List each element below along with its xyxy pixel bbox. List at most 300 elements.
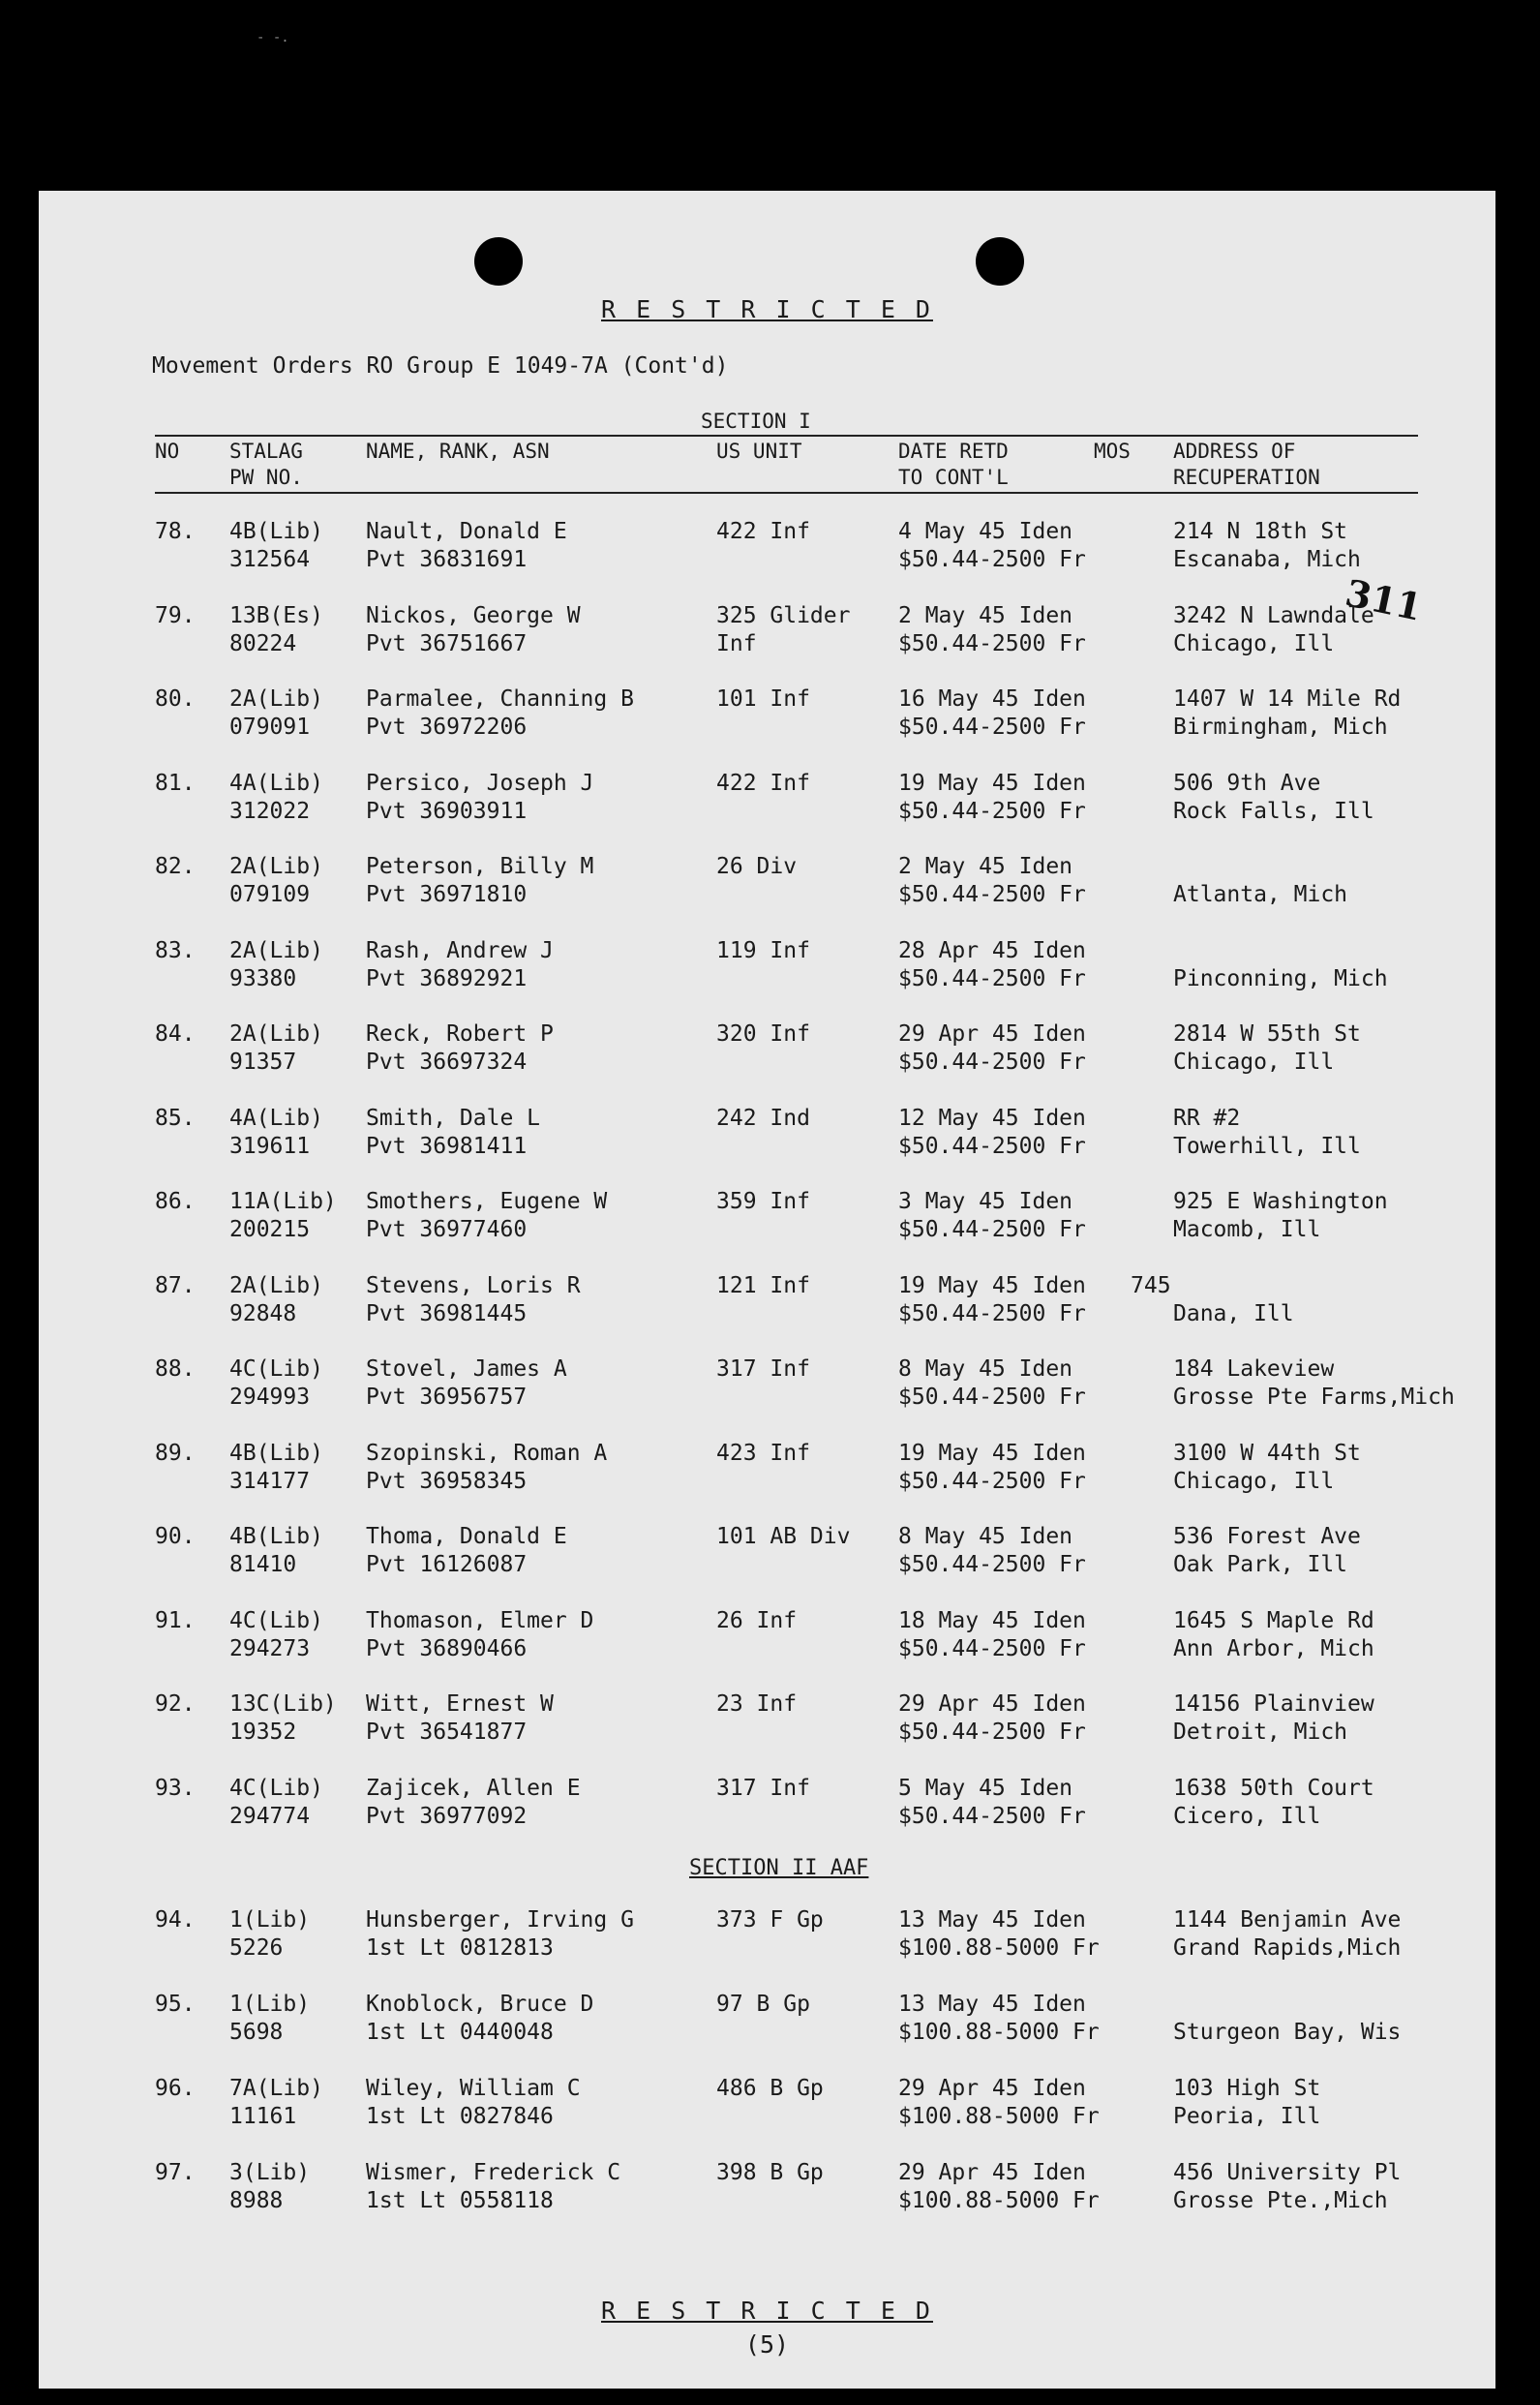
address-cell-line: Chicago, Ill xyxy=(1173,630,1335,656)
stalag-cell-line: 8988 xyxy=(229,2188,284,2213)
date-cell-line: 19 May 45 Iden xyxy=(898,770,1086,796)
header-rule-bottom xyxy=(155,492,1418,494)
address-cell-line: Grosse Pte.,Mich xyxy=(1173,2188,1388,2213)
stalag-cell-line: 13B(Es) xyxy=(229,602,323,628)
name-cell-line: Peterson, Billy M xyxy=(366,854,594,879)
unit-cell-line xyxy=(716,1551,850,1579)
name-cell-line: Wismer, Frederick C xyxy=(366,2160,621,2185)
unit-cell xyxy=(716,853,797,909)
unit-cell xyxy=(716,1355,810,1412)
unit-cell xyxy=(716,1440,810,1496)
address-cell-line: 1638 50th Court xyxy=(1173,1775,1374,1801)
unit-cell xyxy=(716,1105,810,1161)
unit-cell-line xyxy=(716,1133,810,1161)
row-number: 87. xyxy=(155,1272,196,1298)
unit-cell-line: 398 B Gp xyxy=(716,2160,824,2185)
address-cell-line: Pinconning, Mich xyxy=(1173,965,1388,991)
stalag-cell-line: 1(Lib) xyxy=(229,1992,311,2017)
row-number: 78. xyxy=(155,519,196,544)
table-row xyxy=(39,685,1495,742)
unit-cell-line: 317 Inf xyxy=(716,1775,810,1801)
unit-cell-line xyxy=(716,881,797,909)
row-number: 83. xyxy=(155,937,196,963)
unit-cell-line: 26 Inf xyxy=(716,1607,798,1633)
unit-cell-line: 97 B Gp xyxy=(716,1992,810,2017)
date-cell xyxy=(898,1906,1100,1963)
stalag-cell-line: 2A(Lib) xyxy=(229,854,323,879)
name-cell xyxy=(366,1105,540,1161)
table-row xyxy=(39,518,1495,574)
name-cell-line: Rash, Andrew J xyxy=(366,937,554,963)
unit-cell-line: 320 Inf xyxy=(716,1021,810,1047)
stalag-cell-line: 4B(Lib) xyxy=(229,1524,323,1549)
col-stalag: STALAG PW NO. xyxy=(229,440,303,489)
name-cell-line: Pvt 36541877 xyxy=(366,1720,528,1745)
unit-cell-line: Inf xyxy=(716,630,757,656)
date-cell-line: 29 Apr 45 Iden xyxy=(898,2160,1086,2185)
name-cell-line: Parmalee, Channing B xyxy=(366,686,634,712)
section-1-title: SECTION I xyxy=(701,410,811,433)
address-cell xyxy=(1173,602,1374,658)
address-cell xyxy=(1173,1020,1361,1077)
stalag-cell-line: 13C(Lib) xyxy=(229,1691,337,1717)
row-number: 84. xyxy=(155,1021,196,1047)
name-cell-line: Pvt 36903911 xyxy=(366,798,528,824)
table-row xyxy=(39,1272,1495,1328)
date-cell-line: 8 May 45 Iden xyxy=(898,1524,1073,1549)
name-cell-line: 1st Lt 0440048 xyxy=(366,2020,554,2045)
table-row xyxy=(39,1188,1495,1244)
name-cell-line: Pvt 36977092 xyxy=(366,1803,528,1829)
name-cell xyxy=(366,1906,634,1963)
date-cell-line: $50.44-2500 Fr xyxy=(898,1803,1086,1829)
table-row xyxy=(39,1440,1495,1496)
name-cell-line: Pvt 36697324 xyxy=(366,1050,528,1075)
name-cell-line: Smith, Dale L xyxy=(366,1105,541,1131)
unit-cell-line xyxy=(716,714,810,742)
date-cell-line: $50.44-2500 Fr xyxy=(898,1468,1086,1494)
stalag-cell-line: 4A(Lib) xyxy=(229,1105,323,1131)
unit-cell xyxy=(716,1607,797,1663)
date-cell-line: $100.88-5000 Fr xyxy=(898,2104,1100,2129)
address-cell-line: 14156 Plainview xyxy=(1173,1691,1374,1717)
stalag-cell xyxy=(229,685,323,742)
unit-cell xyxy=(716,1906,824,1963)
address-cell xyxy=(1173,853,1347,909)
page-number: (5) xyxy=(744,2330,790,2359)
table-row xyxy=(39,602,1495,658)
address-cell xyxy=(1173,1355,1455,1412)
stalag-cell xyxy=(229,1188,337,1244)
address-cell xyxy=(1173,1105,1361,1161)
name-cell xyxy=(366,937,554,993)
unit-cell xyxy=(716,937,810,993)
stalag-cell-line: 2A(Lib) xyxy=(229,1021,323,1047)
row-number: 88. xyxy=(155,1356,196,1382)
stalag-cell-line: 5698 xyxy=(229,2020,284,2045)
page-stamp-number: 311 xyxy=(1342,570,1427,629)
unit-cell-line xyxy=(716,965,810,993)
date-cell xyxy=(898,1020,1086,1077)
name-cell xyxy=(366,1991,593,2047)
date-cell-line: $50.44-2500 Fr xyxy=(898,1050,1086,1075)
name-cell xyxy=(366,853,593,909)
table-row xyxy=(39,770,1495,826)
stalag-cell-line: 319611 xyxy=(229,1133,311,1159)
stalag-cell-line: 91357 xyxy=(229,1050,297,1075)
name-cell xyxy=(366,770,593,826)
date-cell-line: $50.44-2500 Fr xyxy=(898,1635,1086,1661)
address-cell-line: Chicago, Ill xyxy=(1173,1050,1335,1075)
unit-cell xyxy=(716,2075,824,2131)
date-cell-line: 19 May 45 Iden xyxy=(898,1440,1086,1466)
classification-footer: R E S T R I C T E D xyxy=(601,2297,933,2325)
stalag-cell-line: 3(Lib) xyxy=(229,2160,311,2185)
date-cell-line: $50.44-2500 Fr xyxy=(898,965,1086,991)
name-cell-line: Smothers, Eugene W xyxy=(366,1189,608,1214)
address-cell-line: 2814 W 55th St xyxy=(1173,1021,1361,1047)
date-cell xyxy=(898,518,1086,574)
name-cell-line: Pvt 36972206 xyxy=(366,715,528,740)
date-cell-line: $50.44-2500 Fr xyxy=(898,547,1086,572)
unit-cell-line: 423 Inf xyxy=(716,1440,810,1466)
name-cell-line: 1st Lt 0827846 xyxy=(366,2104,554,2129)
table-row xyxy=(39,1523,1495,1579)
name-cell-line: Pvt 36981411 xyxy=(366,1133,528,1159)
name-cell-line: Pvt 36971810 xyxy=(366,882,528,907)
unit-cell xyxy=(716,2159,824,2215)
name-cell xyxy=(366,1272,581,1328)
unit-cell-line: 325 Glider xyxy=(716,602,851,628)
row-number: 96. xyxy=(155,2076,196,2101)
address-cell-line: 214 N 18th St xyxy=(1173,519,1348,544)
date-cell xyxy=(898,2075,1100,2131)
unit-cell-line xyxy=(716,2103,824,2131)
date-cell-line: 18 May 45 Iden xyxy=(898,1607,1086,1633)
date-cell-line: 16 May 45 Iden xyxy=(898,686,1086,712)
row-number: 90. xyxy=(155,1524,196,1549)
address-cell-line: 1407 W 14 Mile Rd xyxy=(1173,686,1402,712)
stalag-cell xyxy=(229,1440,323,1496)
name-cell-line: Pvt 36751667 xyxy=(366,630,528,656)
address-cell-line: Atlanta, Mich xyxy=(1173,882,1348,907)
address-cell-line: Sturgeon Bay, Wis xyxy=(1173,2020,1402,2045)
stalag-cell-line: 11161 xyxy=(229,2104,297,2129)
unit-cell-line: 359 Inf xyxy=(716,1189,810,1214)
name-cell xyxy=(366,685,634,742)
date-cell-line: 8 May 45 Iden xyxy=(898,1356,1073,1382)
unit-cell xyxy=(716,1020,810,1077)
address-cell xyxy=(1173,1690,1374,1747)
date-cell-line: 29 Apr 45 Iden xyxy=(898,2076,1086,2101)
stalag-cell xyxy=(229,1272,323,1328)
unit-cell-line xyxy=(716,1300,810,1328)
stalag-cell xyxy=(229,1607,323,1663)
address-cell-line: Oak Park, Ill xyxy=(1173,1552,1348,1577)
row-number: 80. xyxy=(155,686,196,712)
stalag-cell-line: 079109 xyxy=(229,882,311,907)
stalag-cell xyxy=(229,1906,310,1963)
stalag-cell-line: 11A(Lib) xyxy=(229,1189,337,1214)
stalag-cell xyxy=(229,770,323,826)
row-number: 81. xyxy=(155,770,196,796)
name-cell-line: Pvt 36956757 xyxy=(366,1385,528,1410)
stalag-cell xyxy=(229,1020,323,1077)
col-date: DATE RETD TO CONT'L xyxy=(898,440,1009,489)
address-cell-line: 506 9th Ave xyxy=(1173,770,1321,796)
stalag-cell-line: 079091 xyxy=(229,715,311,740)
stalag-cell-line: 4C(Lib) xyxy=(229,1356,323,1382)
name-cell xyxy=(366,1523,567,1579)
stalag-cell-line: 314177 xyxy=(229,1468,311,1494)
unit-cell-line xyxy=(716,1635,797,1663)
stalag-cell-line: 4B(Lib) xyxy=(229,519,323,544)
stalag-cell xyxy=(229,1523,323,1579)
address-cell xyxy=(1173,937,1388,993)
date-cell-line: 2 May 45 Iden xyxy=(898,602,1073,628)
date-cell-line: $100.88-5000 Fr xyxy=(898,1935,1100,1961)
address-cell-line xyxy=(1173,1272,1294,1300)
classification-header: R E S T R I C T E D xyxy=(601,295,933,323)
name-cell-line: Nickos, George W xyxy=(366,602,581,628)
date-cell-line: $50.44-2500 Fr xyxy=(898,882,1086,907)
stalag-cell xyxy=(229,853,323,909)
date-cell-line: $50.44-2500 Fr xyxy=(898,1300,1086,1326)
punch-hole xyxy=(976,237,1024,286)
stalag-cell xyxy=(229,2159,310,2215)
row-number: 89. xyxy=(155,1440,196,1466)
row-number: 91. xyxy=(155,1607,196,1633)
name-cell xyxy=(366,1355,567,1412)
name-cell-line: Pvt 36890466 xyxy=(366,1635,528,1661)
date-cell-line: 13 May 45 Iden xyxy=(898,1907,1086,1933)
col-mos: MOS xyxy=(1094,440,1131,463)
date-cell xyxy=(898,1105,1086,1161)
date-cell xyxy=(898,853,1086,909)
unit-cell xyxy=(716,1991,810,2047)
address-cell-line: 184 Lakeview xyxy=(1173,1356,1335,1382)
date-cell xyxy=(898,685,1086,742)
name-cell-line: Szopinski, Roman A xyxy=(366,1440,608,1466)
order-reference: Movement Orders RO Group E 1049-7A (Cont'd) xyxy=(152,353,729,379)
row-number: 92. xyxy=(155,1691,196,1717)
unit-cell-line xyxy=(716,2187,824,2215)
unit-cell-line xyxy=(716,1216,810,1244)
address-cell-line: 536 Forest Ave xyxy=(1173,1524,1361,1549)
address-cell-line: Cicero, Ill xyxy=(1173,1803,1321,1829)
address-cell-line: Macomb, Ill xyxy=(1173,1217,1321,1242)
address-cell-line: RR #2 xyxy=(1173,1105,1241,1131)
address-cell-line xyxy=(1173,937,1388,965)
stalag-cell-line: 7A(Lib) xyxy=(229,2076,323,2101)
name-cell-line: Thoma, Donald E xyxy=(366,1524,567,1549)
stalag-cell-line: 80224 xyxy=(229,630,297,656)
row-number: 93. xyxy=(155,1775,196,1801)
name-cell-line: Reck, Robert P xyxy=(366,1021,554,1047)
date-cell-line: $50.44-2500 Fr xyxy=(898,715,1086,740)
date-cell xyxy=(898,2159,1100,2215)
unit-cell-line xyxy=(716,1384,810,1412)
stalag-cell-line: 2A(Lib) xyxy=(229,1272,323,1298)
date-cell xyxy=(898,1355,1086,1412)
address-cell xyxy=(1173,1188,1388,1244)
date-cell-line: 13 May 45 Iden xyxy=(898,1992,1086,2017)
address-cell-line: Detroit, Mich xyxy=(1173,1720,1348,1745)
row-number: 85. xyxy=(155,1105,196,1131)
address-cell-line: 456 University Pl xyxy=(1173,2160,1402,2185)
unit-cell-line: 317 Inf xyxy=(716,1356,810,1382)
col-address: ADDRESS OF RECUPERATION xyxy=(1173,440,1320,489)
unit-cell xyxy=(716,518,810,574)
date-cell-line: 28 Apr 45 Iden xyxy=(898,937,1086,963)
date-cell-line: $50.44-2500 Fr xyxy=(898,1133,1086,1159)
address-cell-line: Rock Falls, Ill xyxy=(1173,798,1374,824)
name-cell xyxy=(366,1020,554,1077)
name-cell-line: 1st Lt 0812813 xyxy=(366,1935,554,1961)
unit-cell-line xyxy=(716,1049,810,1077)
address-cell-line: 1645 S Maple Rd xyxy=(1173,1607,1374,1633)
name-cell-line: Pvt 36958345 xyxy=(366,1468,528,1494)
date-cell-line: $50.44-2500 Fr xyxy=(898,1385,1086,1410)
address-cell-line: 925 E Washington xyxy=(1173,1189,1388,1214)
stalag-cell-line: 4B(Lib) xyxy=(229,1440,323,1466)
address-cell xyxy=(1173,2159,1401,2215)
stalag-cell xyxy=(229,518,323,574)
address-cell-line: 3100 W 44th St xyxy=(1173,1440,1361,1466)
row-number: 79. xyxy=(155,602,196,628)
row-number: 82. xyxy=(155,854,196,879)
stalag-cell-line: 4C(Lib) xyxy=(229,1607,323,1633)
date-cell-line: 2 May 45 Iden xyxy=(898,854,1073,879)
address-cell-line: Towerhill, Ill xyxy=(1173,1133,1361,1159)
unit-cell-line xyxy=(716,2019,810,2047)
date-cell-line: $100.88-5000 Fr xyxy=(898,2020,1100,2045)
unit-cell-line: 23 Inf xyxy=(716,1691,798,1717)
stalag-cell-line: 312022 xyxy=(229,798,311,824)
stalag-cell-line: 93380 xyxy=(229,965,297,991)
address-cell xyxy=(1173,1440,1361,1496)
name-cell-line: Knoblock, Bruce D xyxy=(366,1992,594,2017)
stalag-cell-line: 5226 xyxy=(229,1935,284,1961)
stalag-cell-line: 294774 xyxy=(229,1803,311,1829)
row-number: 97. xyxy=(155,2160,196,2185)
table-row xyxy=(39,1690,1495,1747)
table-row xyxy=(39,853,1495,909)
name-cell-line: Pvt 36892921 xyxy=(366,965,528,991)
name-cell xyxy=(366,2075,581,2131)
name-cell xyxy=(366,1690,554,1747)
name-cell-line: Thomason, Elmer D xyxy=(366,1607,594,1633)
table-row xyxy=(39,1105,1495,1161)
table-row xyxy=(39,1906,1495,1963)
stalag-cell xyxy=(229,937,323,993)
name-cell-line: Witt, Ernest W xyxy=(366,1691,554,1717)
unit-cell-line: 422 Inf xyxy=(716,519,810,544)
unit-cell-line: 422 Inf xyxy=(716,770,810,796)
table-row xyxy=(39,2159,1495,2215)
unit-cell xyxy=(716,1188,810,1244)
unit-cell-line: 26 Div xyxy=(716,854,798,879)
stalag-cell xyxy=(229,1775,323,1831)
name-cell-line: Pvt 36831691 xyxy=(366,547,528,572)
stalag-cell-line: 294993 xyxy=(229,1385,311,1410)
unit-cell xyxy=(716,685,810,742)
stalag-cell-line: 4A(Lib) xyxy=(229,770,323,796)
name-cell xyxy=(366,1775,581,1831)
stalag-cell-line: 294273 xyxy=(229,1635,311,1661)
table-row xyxy=(39,2075,1495,2131)
name-cell xyxy=(366,1188,607,1244)
address-cell-line: Ann Arbor, Mich xyxy=(1173,1635,1374,1661)
date-cell-line: $50.44-2500 Fr xyxy=(898,798,1086,824)
address-cell-line: Chicago, Ill xyxy=(1173,1468,1335,1494)
address-cell xyxy=(1173,518,1361,574)
name-cell xyxy=(366,1440,607,1496)
unit-cell-line xyxy=(716,1719,797,1747)
date-cell xyxy=(898,1440,1086,1496)
name-cell-line: Stevens, Loris R xyxy=(366,1272,581,1298)
name-cell-line: Nault, Donald E xyxy=(366,519,567,544)
stalag-cell xyxy=(229,602,323,658)
stalag-cell-line: 200215 xyxy=(229,1217,311,1242)
table-row xyxy=(39,1355,1495,1412)
name-cell xyxy=(366,1607,593,1663)
unit-cell-line xyxy=(716,798,810,826)
stalag-cell xyxy=(229,1355,323,1412)
address-cell-line: 103 High St xyxy=(1173,2076,1321,2101)
stalag-cell xyxy=(229,1991,310,2047)
date-cell-line: 4 May 45 Iden xyxy=(898,519,1073,544)
date-cell xyxy=(898,1690,1086,1747)
stalag-cell-line: 4C(Lib) xyxy=(229,1775,323,1801)
unit-cell xyxy=(716,1690,797,1747)
address-cell-line xyxy=(1173,853,1347,881)
date-cell-line: 5 May 45 Iden xyxy=(898,1775,1073,1801)
date-cell-line: $50.44-2500 Fr xyxy=(898,1552,1086,1577)
unit-cell-line: 119 Inf xyxy=(716,937,810,963)
mos-cell: 745 xyxy=(1131,1272,1171,1298)
name-cell-line: Pvt 36977460 xyxy=(366,1217,528,1242)
col-no: NO xyxy=(155,440,180,463)
document-page xyxy=(39,191,1495,2389)
table-row xyxy=(39,1991,1495,2047)
stalag-cell-line: 2A(Lib) xyxy=(229,686,323,712)
address-cell xyxy=(1173,1775,1374,1831)
punch-hole xyxy=(474,237,523,286)
name-cell xyxy=(366,602,581,658)
table-row xyxy=(39,937,1495,993)
date-cell xyxy=(898,937,1086,993)
date-cell-line: 29 Apr 45 Iden xyxy=(898,1691,1086,1717)
unit-cell-line: 101 AB Div xyxy=(716,1524,851,1549)
date-cell xyxy=(898,770,1086,826)
address-cell-line: 1144 Benjamin Ave xyxy=(1173,1907,1402,1933)
row-number: 86. xyxy=(155,1189,196,1214)
date-cell xyxy=(898,1607,1086,1663)
unit-cell xyxy=(716,1775,810,1831)
name-cell-line: Hunsberger, Irving G xyxy=(366,1907,634,1933)
date-cell-line: 29 Apr 45 Iden xyxy=(898,1021,1086,1047)
section-2-title: SECTION II AAF xyxy=(689,1856,869,1880)
unit-cell-line xyxy=(716,1468,810,1496)
table-row xyxy=(39,1607,1495,1663)
date-cell-line: $50.44-2500 Fr xyxy=(898,630,1086,656)
stalag-cell-line: 92848 xyxy=(229,1300,297,1326)
address-cell xyxy=(1173,1523,1361,1579)
stalag-cell xyxy=(229,1690,337,1747)
row-number: 94. xyxy=(155,1907,196,1933)
col-name: NAME, RANK, ASN xyxy=(366,440,550,463)
